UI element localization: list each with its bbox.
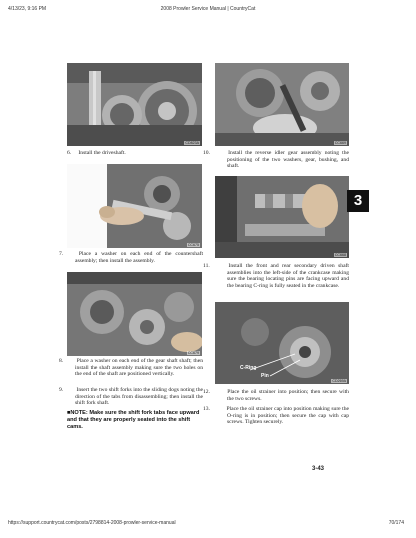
photo-countershaft: [67, 164, 202, 248]
figure-code: CD269A: [332, 379, 346, 383]
page-number: 3-43: [312, 466, 325, 472]
photo-gear-shaft: [67, 272, 202, 356]
chapter-tab: 3: [347, 190, 369, 212]
step-text: Install the reverse idler gear assembly noting the positioning of the two washers, gear, bushing, and shaft.: [227, 150, 349, 170]
photo-secondary-driven-shafts-drawing: [215, 176, 349, 258]
figure-code: CD823A: [185, 141, 199, 145]
figure-code: CC668: [334, 253, 346, 257]
photo-countershaft-drawing: [67, 164, 202, 248]
browser-print-header: [0, 6, 416, 18]
step-number: 9.: [59, 387, 64, 393]
step-number: 13.: [203, 406, 210, 412]
step-text: Install the driveshaft.: [78, 150, 126, 156]
photo-driveshaft: [67, 63, 202, 146]
figure-code: CC679: [187, 351, 199, 355]
step-13: [203, 406, 349, 426]
print-url: https://support.countrycat.com/posts/2798814-2008-prowler-service-manual: [8, 520, 176, 526]
step-number: 11.: [203, 263, 210, 269]
photo-reverse-idler-drawing: [215, 63, 349, 146]
print-datetime: 4/13/23, 9:16 PM: [8, 6, 47, 12]
step-8: [59, 358, 203, 378]
step-number: 8.: [59, 358, 64, 364]
photo-secondary-driven-shafts: [215, 176, 349, 258]
step-text: Place a washer on each end of the gear shaft shaft; then install the shaft assembly making sure the two holes on the end of the shaft are positioned vertically.: [75, 358, 203, 378]
step-10: [203, 150, 349, 170]
browser-print-footer: [0, 520, 416, 532]
photo-oil-strainer: [215, 302, 349, 384]
step-6: [67, 150, 203, 157]
photo-driveshaft-drawing: [67, 63, 202, 146]
print-page-count: 70/174: [388, 520, 404, 526]
figure-code: CC675: [187, 243, 199, 247]
step-7: [59, 251, 203, 264]
step-number: 10.: [203, 150, 210, 156]
figure-code: CC669: [334, 141, 346, 145]
photo-oil-strainer-drawing: [215, 302, 349, 384]
step-text: Place a washer on each end of the countershaft assembly; then install the assembly.: [75, 251, 203, 264]
step-text: Install the front and rear secondary driven shaft assemblies into the left-side of the crankcase making sure the bearing locating pins are facing upward and the bearing C-ring is fully seated in the crankcase.: [227, 263, 349, 289]
step-number: 6.: [67, 150, 72, 156]
print-page-title: 2008 Prowler Service Manual | CountryCat: [160, 6, 256, 12]
photo-gear-shaft-drawing: [67, 272, 202, 356]
step-text: Place the oil strainer cap into position making sure the O-ring is in position; then secure the cap with cap screws. Tighten securely.: [226, 406, 349, 426]
step-number: 12.: [203, 389, 210, 395]
step-text: Insert the two shift forks into the sliding dogs noting the direction of the tabs from disassembling; then install the shift fork shaft.: [75, 387, 203, 407]
step-11: [203, 263, 349, 289]
step-text: Place the oil strainer into position; then secure with the two screws.: [227, 389, 349, 402]
note-shift-fork-tabs: ■NOTE: Make sure the shift fork tabs face upward and that they are properly seated into the shift cams.: [67, 410, 200, 430]
callout-c-ring: C-Ring: [240, 365, 257, 371]
callout-pin: Pin: [261, 373, 269, 379]
step-9: [59, 387, 203, 407]
step-number: 7.: [59, 251, 64, 257]
photo-reverse-idler: [215, 63, 349, 146]
step-12: [203, 389, 349, 402]
